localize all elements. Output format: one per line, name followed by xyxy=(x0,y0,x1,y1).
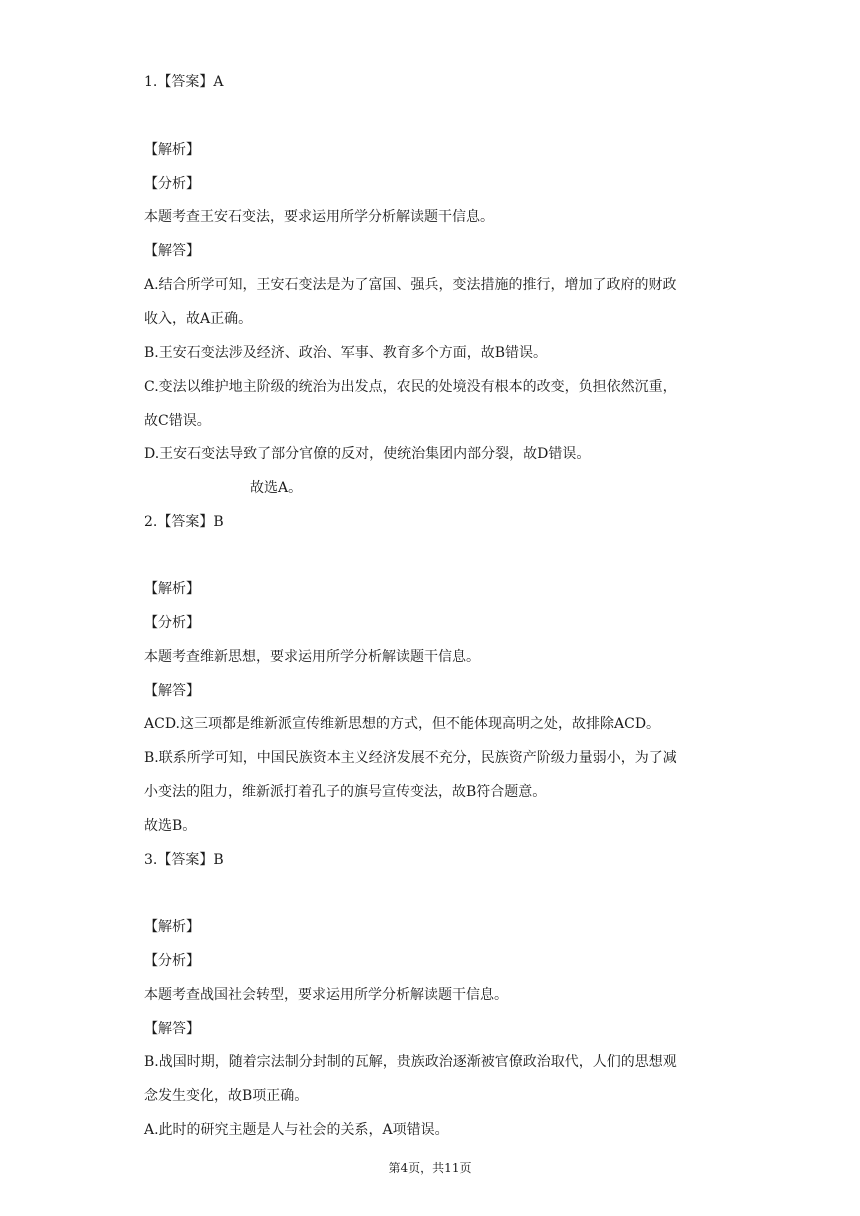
explanation-label: 【解析】 xyxy=(144,142,200,158)
analysis-label: 【分析】 xyxy=(144,953,200,969)
analysis-text: 本题考查战国社会转型，要求运用所学分析解读题干信息。 xyxy=(144,987,508,1003)
solution-label: 【解答】 xyxy=(144,683,200,699)
solution-text: 念发生变化，故B项正确。 xyxy=(144,1088,309,1104)
solution-text: B.联系所学可知，中国民族资本主义经济发展不充分，民族资产阶级力量弱小，为了减 xyxy=(144,750,677,766)
solution-text: D.王安石变法导致了部分官僚的反对，使统治集团内部分裂，故D错误。 xyxy=(144,446,591,462)
analysis-text: 本题考查维新思想，要求运用所学分析解读题干信息。 xyxy=(144,649,480,665)
solution-text: A.此时的研究主题是人与社会的关系，A项错误。 xyxy=(144,1122,449,1138)
explanation-label: 【解析】 xyxy=(144,919,200,935)
analysis-label: 【分析】 xyxy=(144,615,200,631)
solution-label: 【解答】 xyxy=(144,1021,200,1037)
page-number-footer: 第4页，共11页 xyxy=(388,1161,472,1175)
analysis-label: 【分析】 xyxy=(144,176,200,192)
answer-3-heading: 3.【答案】B xyxy=(144,852,224,868)
conclusion-text: 故选A。 xyxy=(250,480,303,496)
solution-text: C.变法以维护地主阶级的统治为出发点，农民的处境没有根本的改变，负担依然沉重， xyxy=(144,379,677,395)
solution-text: B.王安石变法涉及经济、政治、军事、教育多个方面，故B错误。 xyxy=(144,345,548,361)
analysis-text: 本题考查王安石变法，要求运用所学分析解读题干信息。 xyxy=(144,209,494,225)
solution-text: A.结合所学可知，王安石变法是为了富国、强兵，变法措施的推行，增加了政府的财政 xyxy=(144,277,677,293)
solution-label: 【解答】 xyxy=(144,243,200,259)
answer-1-heading: 1.【答案】A xyxy=(144,74,224,90)
solution-text: ACD.这三项都是维新派宣传维新思想的方式，但不能体现高明之处，故排除ACD。 xyxy=(144,716,661,732)
solution-text: 故C错误。 xyxy=(144,413,211,429)
solution-text: 收入，故A正确。 xyxy=(144,311,253,327)
explanation-label: 【解析】 xyxy=(144,581,200,597)
answer-2-heading: 2.【答案】B xyxy=(144,514,224,530)
solution-text: 小变法的阻力，维新派打着孔子的旗号宣传变法，故B符合题意。 xyxy=(144,784,547,800)
conclusion-text: 故选B。 xyxy=(144,818,197,834)
solution-text: B.战国时期，随着宗法制分封制的瓦解，贵族政治逐渐被官僚政治取代，人们的思想观 xyxy=(144,1054,677,1070)
